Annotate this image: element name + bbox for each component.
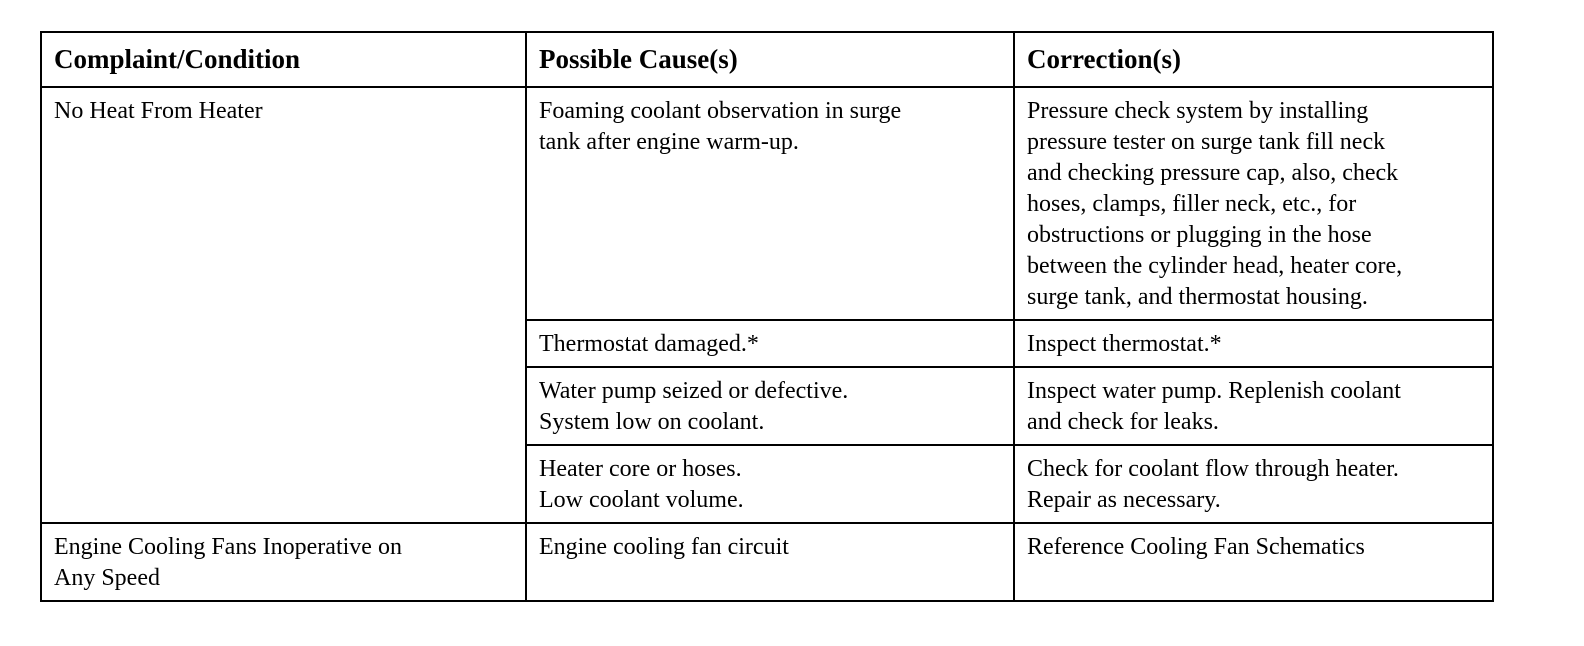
cause-cell: Engine cooling fan circuit [526, 523, 1014, 601]
table-row [41, 87, 1493, 320]
cause-cell: Water pump seized or defective. System low on coolant. [526, 367, 1014, 445]
correction-cell: Inspect thermostat.* [1014, 320, 1493, 367]
header-row [41, 32, 1493, 87]
correction-cell: Check for coolant flow through heater. Repair as necessary. [1014, 445, 1493, 523]
header-cause: Possible Cause(s) [526, 32, 1014, 87]
cause-cell: Thermostat damaged.* [526, 320, 1014, 367]
correction-cell: Pressure check system by installing pressure tester on surge tank fill neck and checking pressure cap, also, check hoses, clamps, filler neck, etc., for obstructions or plugging in the hose between the cylinder head, heater core, surge tank, and thermostat housing. [1014, 87, 1493, 320]
diagnosis-table [40, 31, 1494, 602]
complaint-cell: Engine Cooling Fans Inoperative on Any Speed [41, 523, 526, 601]
table-row [41, 523, 1493, 601]
correction-cell: Inspect water pump. Replenish coolant and check for leaks. [1014, 367, 1493, 445]
cause-cell: Foaming coolant observation in surge tank after engine warm-up. [526, 87, 1014, 320]
complaint-cell: No Heat From Heater [41, 87, 526, 523]
cause-cell: Heater core or hoses. Low coolant volume. [526, 445, 1014, 523]
correction-cell: Reference Cooling Fan Schematics [1014, 523, 1493, 601]
header-complaint: Complaint/Condition [41, 32, 526, 87]
header-correction: Correction(s) [1014, 32, 1493, 87]
